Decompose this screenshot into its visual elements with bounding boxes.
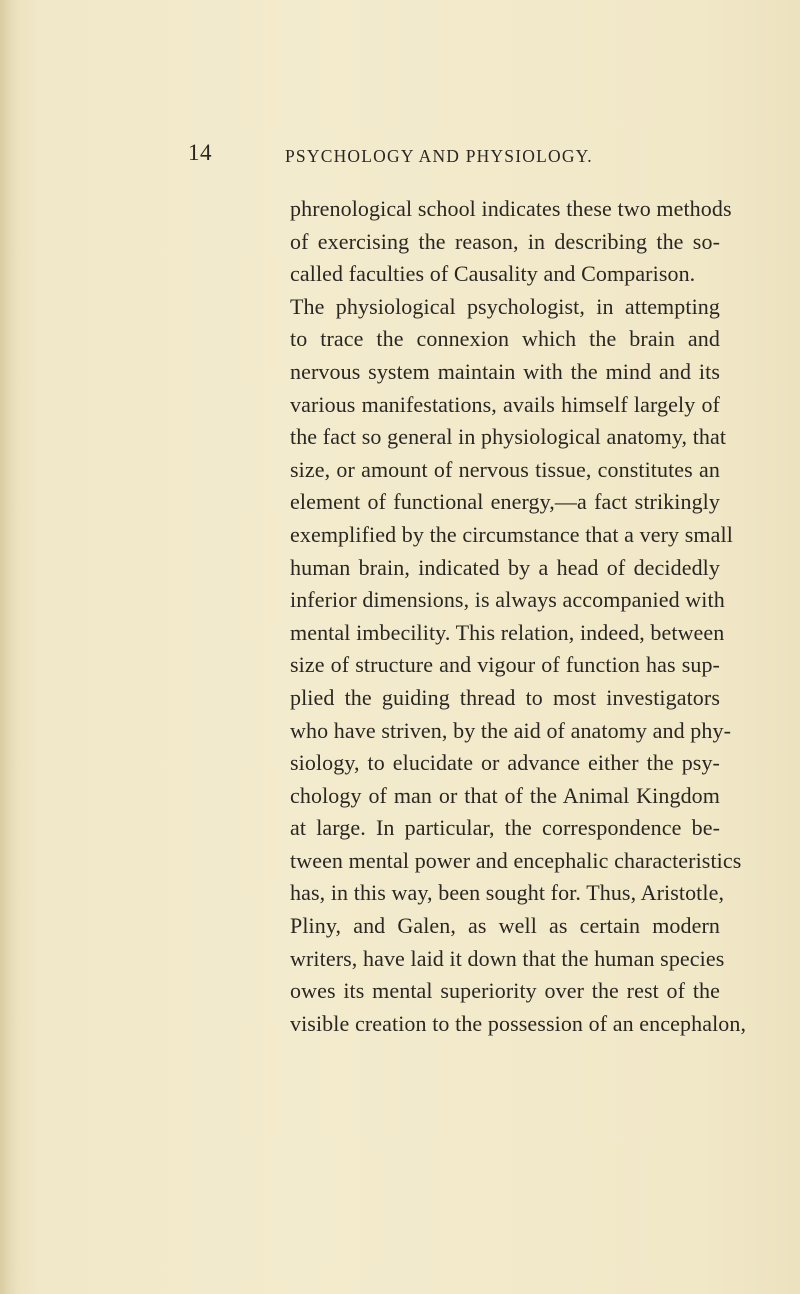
text-line: plied the guiding thread to most investigators (290, 684, 720, 710)
text-line: exemplified by the circumstance that a very small (290, 521, 733, 547)
text-line: has, in this way, been sought for. Thus, Aristotle, (290, 880, 725, 906)
text-line: of exercising the reason, in describing the so- (290, 228, 720, 254)
text-line: Pliny, and Galen, as well as certain modern (290, 913, 720, 939)
text-line: human brain, indicated by a head of decidedly (290, 554, 720, 580)
text-line: chology of man or that of the Animal Kingdom (290, 782, 720, 808)
text-line: owes its mental superiority over the rest of the (290, 978, 720, 1004)
text-line: phrenological school indicates these two methods (290, 196, 732, 221)
text-line: element of functional energy,—a fact strikingly (290, 489, 720, 515)
text-line: size, or amount of nervous tissue, constitutes an (290, 456, 720, 482)
text-line: tween mental power and encephalic characteristics (290, 847, 742, 873)
text-line: nervous system maintain with the mind and its (290, 358, 720, 384)
text-line: to trace the connexion which the brain and (290, 326, 720, 352)
text-line: who have striven, by the aid of anatomy and phy- (290, 717, 732, 743)
text-line: inferior dimensions, is always accompanied with (290, 587, 725, 613)
text-line: size of structure and vigour of function has sup- (290, 652, 720, 678)
text-line: at large. In particular, the correspondence be- (290, 815, 720, 841)
text-line: The physiological psychologist, in attempting (290, 293, 720, 319)
text-line: writers, have laid it down that the human species (290, 945, 725, 971)
page-number: 14 (188, 140, 212, 165)
text-line: called faculties of Causality and Comparison. (290, 261, 696, 287)
text-line: siology, to elucidate or advance either the psy- (290, 750, 720, 776)
text-line: the fact so general in physiological anatomy, that (290, 424, 727, 450)
text-line: various manifestations, avails himself largely of (290, 391, 720, 417)
body-text (290, 193, 747, 1040)
page-binding-edge (0, 0, 18, 1294)
text-line: visible creation to the possession of an encephalon, (290, 1010, 747, 1036)
running-title: PSYCHOLOGY AND PHYSIOLOGY. (285, 146, 593, 166)
page-header (0, 140, 800, 174)
text-line: mental imbecility. This relation, indeed, between (290, 619, 725, 645)
